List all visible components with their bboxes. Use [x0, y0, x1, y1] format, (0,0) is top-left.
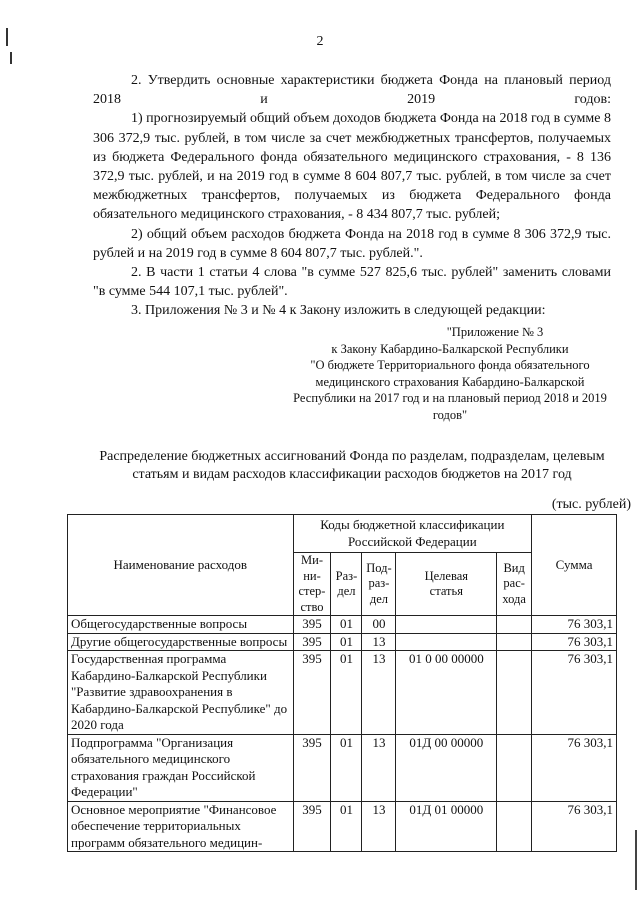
cell-type [497, 651, 532, 735]
cell-sum: 76 303,1 [532, 616, 617, 634]
header-ministry: Ми- ни- стер- ство [293, 553, 331, 616]
cell-target: 01Д 00 00000 [396, 734, 497, 801]
cell-subsection: 13 [362, 801, 396, 852]
cell-sum: 76 303,1 [532, 801, 617, 852]
cell-sum: 76 303,1 [532, 734, 617, 801]
table-row [68, 616, 617, 634]
cell-section: 01 [331, 734, 362, 801]
cell-name: Государственная программа Кабардино-Балкарской Республики "Развитие здравоохранения в Кабардино-Балкарской Республике" до 2020 года [68, 651, 294, 735]
cell-ministry: 395 [293, 616, 331, 634]
header-sum: Сумма [532, 515, 617, 616]
paragraph-2-intro: 2. Утвердить основные характеристики бюджета Фонда на плановый период 2018 и 2019 годов: [93, 73, 611, 108]
cell-ministry: 395 [293, 801, 331, 852]
annex-law-title: "О бюджете Территориального фонда обязательного медицинского страхования Кабардино-Балкарской Республики на 2017 год и на плановый период 2018 и 2019 годов" [293, 358, 607, 422]
cell-section: 01 [331, 651, 362, 735]
cell-ministry: 395 [293, 734, 331, 801]
paragraph-annexes: 3. Приложения № 3 и № 4 к Закону изложить в следующей редакции: [131, 303, 546, 319]
cell-subsection: 13 [362, 633, 396, 651]
table-row [68, 651, 617, 735]
cell-subsection: 00 [362, 616, 396, 634]
cell-section: 01 [331, 633, 362, 651]
cell-name: Другие общегосударственные вопросы [68, 633, 294, 651]
header-codes: Коды бюджетной классификации Российской Федерации [293, 515, 532, 553]
header-section: Раз- дел [331, 553, 362, 616]
table-row [68, 801, 617, 852]
cell-subsection: 13 [362, 734, 396, 801]
paragraph-revenue: 1) прогнозируемый общий объем доходов бюджета Фонда на 2018 год в сумме 8 306 372,9 тыс. рублей, в том числе за счет межбюджетных трансфертов, получаемых из бюджета Федерального фонда обязательного медицинского страхования, - 8 136 372,9 тыс. рублей, и на 2019 год в сумме 8 604 807,7 тыс. рублей, в том числе за счет межбюджетных трансфертов, получаемых из бюджета Федерального фонда обязательного медицинского страхования, - 8 434 807,7 тыс. рублей; [93, 111, 611, 223]
header-target: Целевая статья [396, 553, 497, 616]
paragraph-article-4: 2. В части 1 статьи 4 слова "в сумме 527 825,6 тыс. рублей" заменить словами "в сумме 544 107,1 тыс. рублей". [93, 265, 611, 300]
cell-type [497, 734, 532, 801]
page-number: 2 [316, 34, 324, 49]
cell-ministry: 395 [293, 651, 331, 735]
cell-type [497, 633, 532, 651]
cell-name: Подпрограмма "Организация обязательного медицинского страхования граждан Российской Федерации" [68, 734, 294, 801]
table-row [68, 734, 617, 801]
annex-number: "Приложение № 3 [446, 325, 544, 339]
table-title: Распределение бюджетных ассигнований Фонда по разделам, подразделам, целевым статьям и видам расходов классификации расходов бюджетов на 2017 год [99, 449, 605, 482]
paragraph-expenses: 2) общий объем расходов бюджета Фонда на 2018 год в сумме 8 306 372,9 тыс. рублей и на 2019 год в сумме 8 604 807,7 тыс. рублей.". [93, 226, 611, 261]
cell-sum: 76 303,1 [532, 633, 617, 651]
annex-heading [290, 324, 610, 424]
cell-name: Общегосударственные вопросы [68, 616, 294, 634]
scan-edge [635, 830, 637, 890]
cell-sum: 76 303,1 [532, 651, 617, 735]
cell-target: 01 0 00 00000 [396, 651, 497, 735]
cell-section: 01 [331, 616, 362, 634]
cell-type [497, 616, 532, 634]
budget-table [67, 514, 617, 852]
cell-section: 01 [331, 801, 362, 852]
cell-name: Основное мероприятие "Финансовое обеспечение территориальных программ обязательного медицин- [68, 801, 294, 852]
cell-target: 01Д 01 00000 [396, 801, 497, 852]
cell-subsection: 13 [362, 651, 396, 735]
cell-target [396, 616, 497, 634]
cell-target [396, 633, 497, 651]
body-text [93, 71, 611, 321]
cell-type [497, 801, 532, 852]
header-type: Вид рас- хода [497, 553, 532, 616]
cell-ministry: 395 [293, 633, 331, 651]
units-label: (тыс. рублей) [551, 497, 631, 512]
annex-law-ref: к Закону Кабардино-Балкарской Республики [331, 341, 569, 356]
header-subsection: Под- раз- дел [362, 553, 396, 616]
header-name: Наименование расходов [68, 515, 294, 616]
table-row [68, 633, 617, 651]
